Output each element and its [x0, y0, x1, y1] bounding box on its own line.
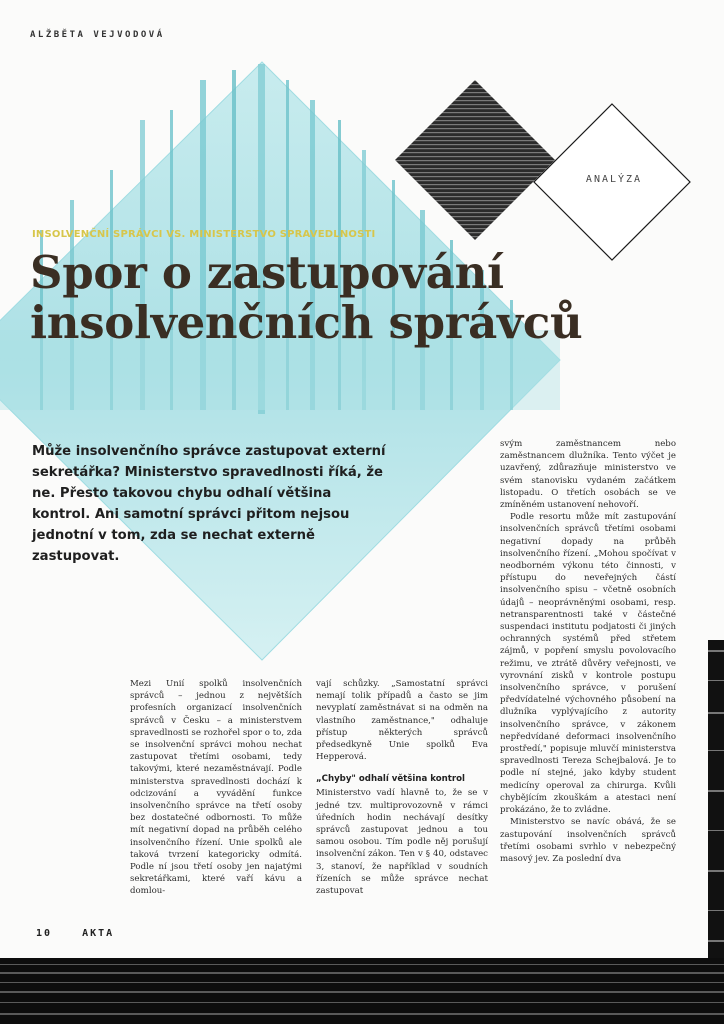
text-column-1 [130, 678, 302, 898]
dark-diamond-shape [395, 80, 555, 240]
page-footer [36, 928, 114, 939]
paragraph: Ministerstvo vadí hlavně to, že se v jedné tzv. multiprovozovně v rámci úředních hodin nechávají desítky správců zastupovat jednou a tou samou osobou. Tím podle něj porušují insolvenční zákon. Ten v § 40, odstavec 3, stanoví, že například v soudních řízeních se může správce nechat zastupovat [316, 788, 488, 897]
page-number: 10 [36, 928, 53, 939]
article-kicker: INSOLVENČNÍ SPRÁVCI VS. MINISTERSTVO SPRAVEDLNOSTI [32, 229, 376, 240]
paragraph: Mezi Unií spolků insolvenčních správců – jednou z největších profesních organizací insolvenčních správců v Česku – a ministerstvem spravedlnosti se rozhořel spor o to, zda se insolvenční správci mohou nechat zastupovat třetími osobami, tedy takovými, které nezaměstnávají. Podle ministerstva spravedlnosti dochází k odcizování a vyvádění funkce insolvenčního správce na třetí osoby bez dostatečné odbornosti. To může mít negativní dopad na průběh celého insolvenčního řízení. Unie spolků ale taková tvrzení kategoricky odmítá. Podle ní jsou třetí osoby jen najatými sekretářkami, které vaří kávu a domlou- [130, 679, 302, 897]
paragraph: vají schůzky. „Samostatní správci nemají tolik případů a často se jim nevyplatí zaměstnávat si na odměn na vlastního zaměstnance," odhaluje přístup některých správců předsedkyně Unie spolků Eva Hepperová. [316, 679, 488, 763]
text-column-3 [500, 438, 676, 865]
scan-edge-right [708, 640, 724, 958]
title-line-2: insolvenčních správců [30, 296, 583, 349]
paragraph: Podle resortu může mít zastupování insolvenčních správců třetími osobami negativní dopady na průběh insolvenčního řízení. „Mohou spočívat v neodborném výkonu této činnosti, v přístupu do neveřejných částí insolvenčního spisu – včetně osobních údajů – neoprávněnými osobami, resp. netransparentnosti také v částečné suspendaci institutu podjatosti či jiných ochranných systémů před střetem zájmů, v popření smyslu povolovacího režimu, ve ztrátě důvěry veřejnosti, ve vyrovnání zisků v kontrole postupu insolvenčního správce, v porušení předvídatelné výchovného působení na dlužníka vyplývajícího z autority insolvenčního správce, v zákonem nepředvídané deformaci insolvenčního prostředí," popisuje mluvčí ministerstva spravedlnosti Tereza Schejbalová. Je to podle ní stejné, jako kdyby student medicíny operoval za chirurga. Kvůli chybějícím zkouškám a atestaci není prokázáno, že to zvládne. [500, 512, 676, 816]
text-column-2 [316, 678, 488, 897]
paragraph: Ministerstvo se navíc obává, že se zastupování insolvenčních správců třetími osobami svrhlo v nebezpečný masový jev. Za poslední dva [500, 817, 676, 864]
article-lead: Může insolvenčního správce zastupovat externí sekretářka? Ministerstvo spravedlnosti říká, že ne. Přesto takovou chybu odhalí většina kontrol. Ani samotní správci přitom nejsou jednotní v tom, zda se nechat externě zastupovat. [32, 444, 386, 564]
subheading: „Chyby" odhalí většina kontrol [316, 774, 465, 785]
title-line-1: Spor o zastupování [30, 246, 504, 299]
author-byline: ALŽBĚTA VEJVODOVÁ [30, 30, 165, 40]
paragraph: svým zaměstnancem nebo zaměstnancem dlužníka. Tento výčet je uzavřený, zdůrazňuje ministerstvo ve svém stanovisku vydaném začátkem listopadu. O třetích osobách se ve zmíněném ustanovení nehovoří. [500, 439, 676, 511]
article-title [30, 248, 670, 348]
magazine-name: AKTA [82, 928, 115, 939]
section-label: ANALÝZA [585, 174, 643, 185]
scan-edge-bottom [0, 958, 724, 1024]
